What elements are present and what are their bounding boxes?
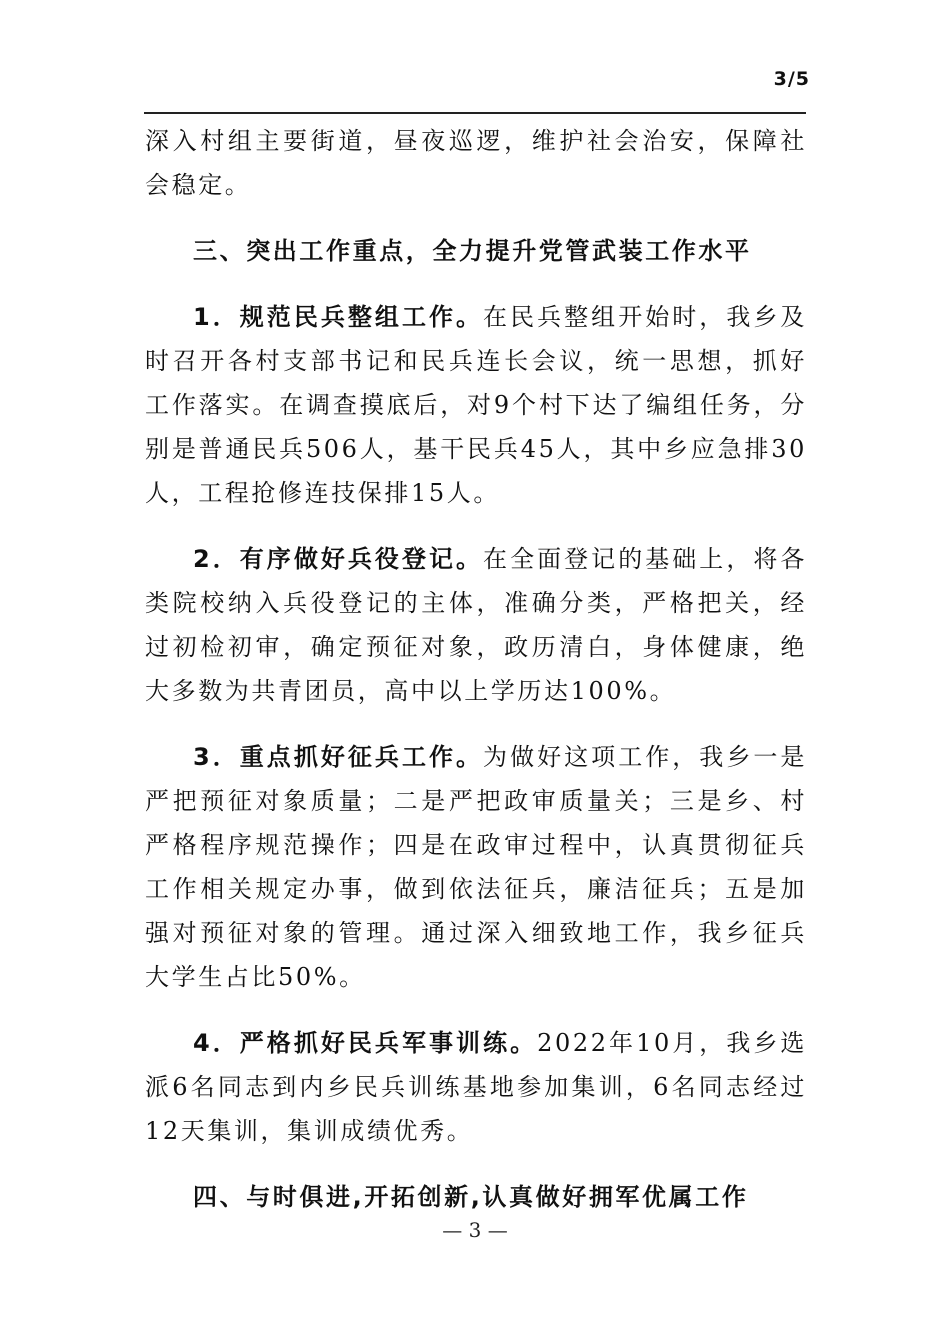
paragraph-item-4 (145, 1021, 807, 1153)
section-heading-4: 四、与时俱进,开拓创新,认真做好拥军优属工作 (193, 1183, 749, 1211)
document-body (145, 119, 807, 1219)
item-lead: 2．有序做好兵役登记。 (193, 545, 484, 573)
header-divider (144, 112, 806, 114)
page-indicator: 3/5 (773, 68, 810, 90)
paragraph-item-2 (145, 537, 807, 713)
item-body: 在全面登记的基础上，将各类院校纳入兵役登记的主体，准确分类，严格把关，经过初检初审，确定预征对象，政历清白，身体健康，绝大多数为共青团员，高中以上学历达100%。 (145, 545, 807, 705)
item-body: 在民兵整组开始时，我乡及时召开各村支部书记和民兵连长会议，统一思想，抓好工作落实。在调查摸底后，对9个村下达了编组任务，分别是普通民兵506人，基干民兵45人，其中乡应急排30人，工程抢修连技保排15人。 (145, 303, 807, 507)
item-lead: 3．重点抓好征兵工作。 (193, 743, 484, 771)
continuation-paragraph: 深入村组主要街道，昼夜巡逻，维护社会治安，保障社会稳定。 (145, 127, 807, 199)
paragraph-item-3 (145, 735, 807, 999)
page-number: — 3 — (442, 1218, 508, 1242)
paragraph-item-1 (145, 295, 807, 515)
item-body: 为做好这项工作，我乡一是严把预征对象质量；二是严把政审质量关；三是乡、村严格程序规范操作；四是在政审过程中，认真贯彻征兵工作相关规定办事，做到依法征兵，廉洁征兵；五是加强对预征对象的管理。通过深入细致地工作，我乡征兵大学生占比50%。 (145, 743, 807, 991)
item-body: 2022年10月，我乡选派6名同志到内乡民兵训练基地参加集训，6名同志经过12天集训，集训成绩优秀。 (145, 1029, 807, 1145)
section-heading-3: 三、突出工作重点，全力提升党管武装工作水平 (193, 237, 752, 265)
item-lead: 1．规范民兵整组工作。 (193, 303, 484, 331)
item-lead: 4．严格抓好民兵军事训练。 (193, 1029, 538, 1057)
